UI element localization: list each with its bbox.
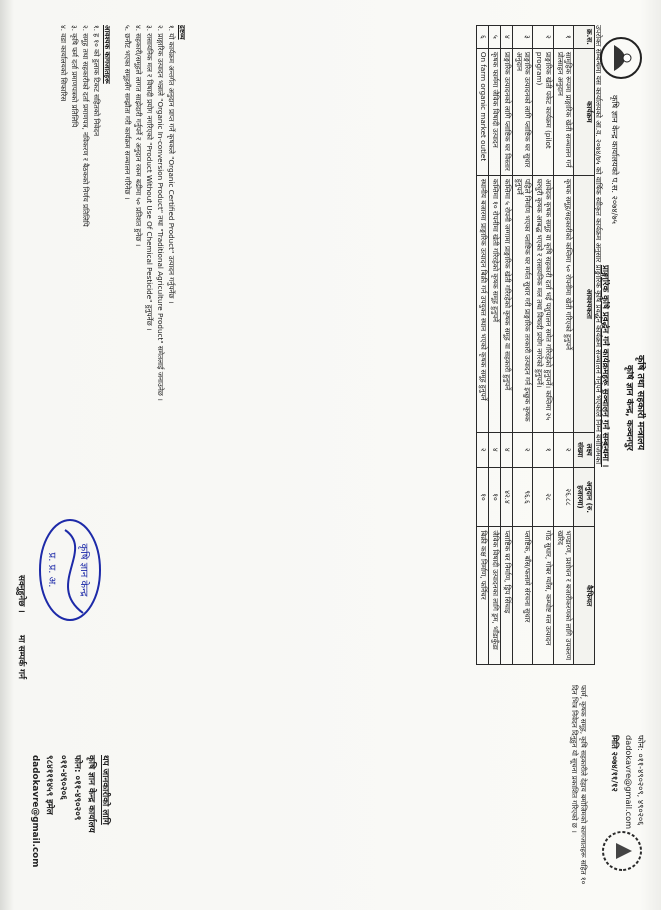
- cell-remarks: प्लाष्टिक घर निर्माण, ड्रिप सिंचाइ: [500, 527, 512, 665]
- table-row: [512, 26, 533, 665]
- notes-title: द्रष्टव्य: [178, 25, 187, 40]
- cell-need: आवेदक कृषक समूह वा कृषि सहकारी दर्ता भई पशुपालन समेत गरिरहेको हुनुपर्ने। कम्तिमा २५ घरधुरी कृषक आबद्ध भएको र रासायनिक मल तथा विषादी प्रयोग नगरेको हुनुपर्ने।: [533, 175, 554, 432]
- contact-person: मा सम्पर्क गर्न: [16, 635, 26, 680]
- office-title: कृषि तथा सहकारी मन्त्रालय: [635, 355, 646, 451]
- government-logo-icon: [598, 35, 644, 81]
- office-subtitle: कृषि ज्ञान केन्द्र, कञ्चनपुर: [624, 365, 634, 451]
- agriculture-emblem-icon: [600, 829, 644, 873]
- cell-remarks: भण्डारण, प्रशोधन र बजारीकरणको लागि उपकरण खरिद: [553, 527, 574, 665]
- contact-mobile: ९८४१११४५९ इमेल: [44, 755, 54, 815]
- table-row: [533, 26, 554, 665]
- stamp-text-1: कृषि ज्ञान केन्द्र: [78, 543, 89, 597]
- cell-need: स्थानीय बजारमा प्राङ्गारिक उत्पादन बिक्री गर्न उपयुक्त स्थान भएको कृषक समूह हुनुपर्ने: [477, 175, 489, 432]
- cell-target: २: [553, 432, 574, 467]
- program-table: [476, 25, 595, 665]
- note-item: १. यो कार्यक्रम अन्तर्गत अनुदान प्राप्त गर्ने कृषकले "Organic Certified Product" उत्पादन गर्नुपर्नेछ ।: [167, 25, 176, 304]
- cell-program: प्राङ्गारिक उत्पादनको लागि प्लाष्टिक घर सुधार अनुदान: [512, 48, 533, 175]
- attachments-title: आवश्यक कागजातहरू: [103, 25, 112, 84]
- office-stamp-icon: [35, 515, 105, 625]
- subject-line: प्राङ्गारिक कृषि प्रवर्द्धन गर्ने कार्यक्रमहरू सञ्चालन गर्ने सम्बन्धमा ।: [600, 265, 610, 468]
- cell-program: प्राङ्गारिक उत्पादनको लागि प्लाष्टिक घर विस्तार: [500, 48, 512, 175]
- table-row: [553, 26, 574, 665]
- cell-sn: ३: [512, 26, 533, 49]
- attachment-item: २. समूह तथा सहकारीको दर्ता प्रमाणपत्र, नविकरण र बैठकको निर्णय प्रतिलिपि: [81, 25, 90, 227]
- cell-target: ४: [489, 432, 501, 467]
- cell-sn: ५: [489, 26, 501, 49]
- cell-remarks: बिक्री कक्ष निर्माण, फर्निचर: [477, 527, 489, 665]
- cell-sn: १: [553, 26, 574, 49]
- cell-remarks: प्लाष्टिक, बाँस/फलामे संरचना सुधार: [512, 527, 533, 665]
- contact-phone-2: ०११-४९०२०६: [58, 755, 68, 800]
- cell-amount: १०: [477, 467, 489, 527]
- header-amount: अनुदान (रु. हजारमा): [574, 467, 595, 527]
- cell-target: २: [477, 432, 489, 467]
- table-row: [489, 26, 501, 665]
- date-line: मिति २०७४/११/१२: [610, 735, 620, 792]
- header-program: कार्यक्रम: [574, 48, 595, 175]
- cell-sn: ६: [477, 26, 489, 49]
- attachment-item: ४. वडा कार्यालयको सिफारिस: [59, 25, 68, 102]
- note-item: ३. रासायनिक मल र विषादी प्रयोग नगरिएको "Product Without Use Of Chemical Pesticide" हुनुपर्नेछ ।: [145, 25, 154, 331]
- cell-target: २: [512, 432, 533, 467]
- cell-amount: २६.८८: [553, 467, 574, 527]
- cell-amount: २८: [533, 467, 554, 527]
- cell-program: कृषक फार्ममा जैविक विषादी उत्पादन: [489, 48, 501, 175]
- stamp-text-2: प्र. प्र. अ.: [46, 552, 57, 588]
- header-sn: क्र.स.: [574, 26, 595, 49]
- contact-office: कृषि ज्ञान केन्द्र कार्यालय: [86, 755, 96, 833]
- email-line: dadokavre@gmail.com: [624, 735, 634, 830]
- cell-sn: ४: [500, 26, 512, 49]
- contact-closing: सक्नुहुनेछ ।: [16, 575, 26, 613]
- note-item: २. प्राङ्गारिक उत्पादन भन्नाले "Organic In-conversion Product" तथा "Traditional Agriculture Product" समेतलाई जनाउनेछ ।: [156, 25, 165, 401]
- cell-remarks: गोठ सुधार, गोबर ग्याँस, कम्पोष्ट मल उत्पादन: [533, 527, 554, 665]
- note-item: ४. सहकारी/समूहले लागत साझेदारी गर्नुपर्ने र अनुदान रकम बढीमा ५० प्रतिशत हुनेछ ।: [134, 25, 143, 247]
- contact-phone: फोन: ०११-४९०२०९: [72, 755, 82, 821]
- cell-target: १: [533, 432, 554, 467]
- table-row: [500, 26, 512, 665]
- phone-line: फोन: ०११-४९०२०९, ४९०२०६: [636, 735, 646, 826]
- cell-amount: ९६.६: [512, 467, 533, 527]
- cell-need: कम्तिमा ५ रोपनी जग्गामा प्राङ्गारिक खेती गरिरहेको कृषक समूह वा सहकारी हुनुपर्ने: [500, 175, 512, 432]
- cell-target: ४: [500, 432, 512, 467]
- table-header-row: [574, 26, 595, 665]
- contact-title: थप जानकारीको लागि: [100, 755, 110, 825]
- body-line-1: उपरोक्त सम्बन्धमा यस कार्यालयको आ.व. २०७४/७५ को वार्षिक स्वीकृत कार्यक्रम अनुसार प्राङ्गारिक कृषि प्रवर्द्धन कार्यक्रम सञ्चालन गर्नुपर्ने भएकोले निम्न बमोजिमका: [594, 25, 603, 465]
- reference-line: कृषि ज्ञान केन्द्र कार्यालयको प.स. २०७४/७५: [610, 95, 620, 224]
- contact-email: dadokavre@gmail.com: [30, 755, 40, 868]
- cell-sn: २: [533, 26, 554, 49]
- attachment-item: ३. कृषि फर्म दर्ता प्रमाणपत्रको प्रतिलिपि: [70, 25, 79, 128]
- cell-need: कम्तिमा १० रोपनीमा खेती गरिरहेको कृषक समूह हुनुपर्ने: [489, 175, 501, 432]
- cell-amount: १०: [489, 467, 501, 527]
- cell-program: सामुहिक रूपमा प्राङ्गारिक खेती सञ्चालन गर्न प्रोत्साहन अनुदान: [553, 48, 574, 175]
- cell-amount: ४२.४: [500, 467, 512, 527]
- rotated-document: [10, 15, 650, 895]
- cell-program: प्राङ्गारिक खेती पकेट कार्यक्रम (pilot program): [533, 48, 554, 175]
- header-target: लक्ष्य संख्या: [574, 432, 595, 467]
- cell-program: On farm organic market outlet: [477, 48, 489, 175]
- body-line-2: फार्म, कृषक समूह, कृषि सहकारीले देहाय बमोजिमको कागजातहरू सहित १० दिन भित्र निवेदन दिनुहुन यो सूचना प्रकाशित गरिएको छ ।: [570, 685, 588, 885]
- table-row: [477, 26, 489, 665]
- header-need: आवश्यकता: [574, 175, 595, 432]
- cell-remarks: जैविक विषादी उत्पादनका लागि ड्रम, भाँडाकुँडा: [489, 527, 501, 665]
- header-remarks: कैफियत: [574, 527, 595, 665]
- cell-need: पहिले निर्माण भएका प्लाष्टिक घर मर्मत सुधार गरी प्राङ्गारिक तरकारी उत्पादन गर्न इच्छुक कृषक हुनुपर्ने: [512, 175, 533, 432]
- attachment-item: १. ह १० को हुलाक टिकट सहितको निवेदन: [92, 25, 101, 137]
- cell-need: कृषक समूह/सहकारीको कम्तिमा ५० रोपनीमा खेती गरिएको हुनुपर्ने: [553, 175, 574, 432]
- note-item: ५. छनौट भएका समूहसँग सम्झौता गरी कार्यक्रम सञ्चालन गरिनेछ ।: [123, 25, 132, 200]
